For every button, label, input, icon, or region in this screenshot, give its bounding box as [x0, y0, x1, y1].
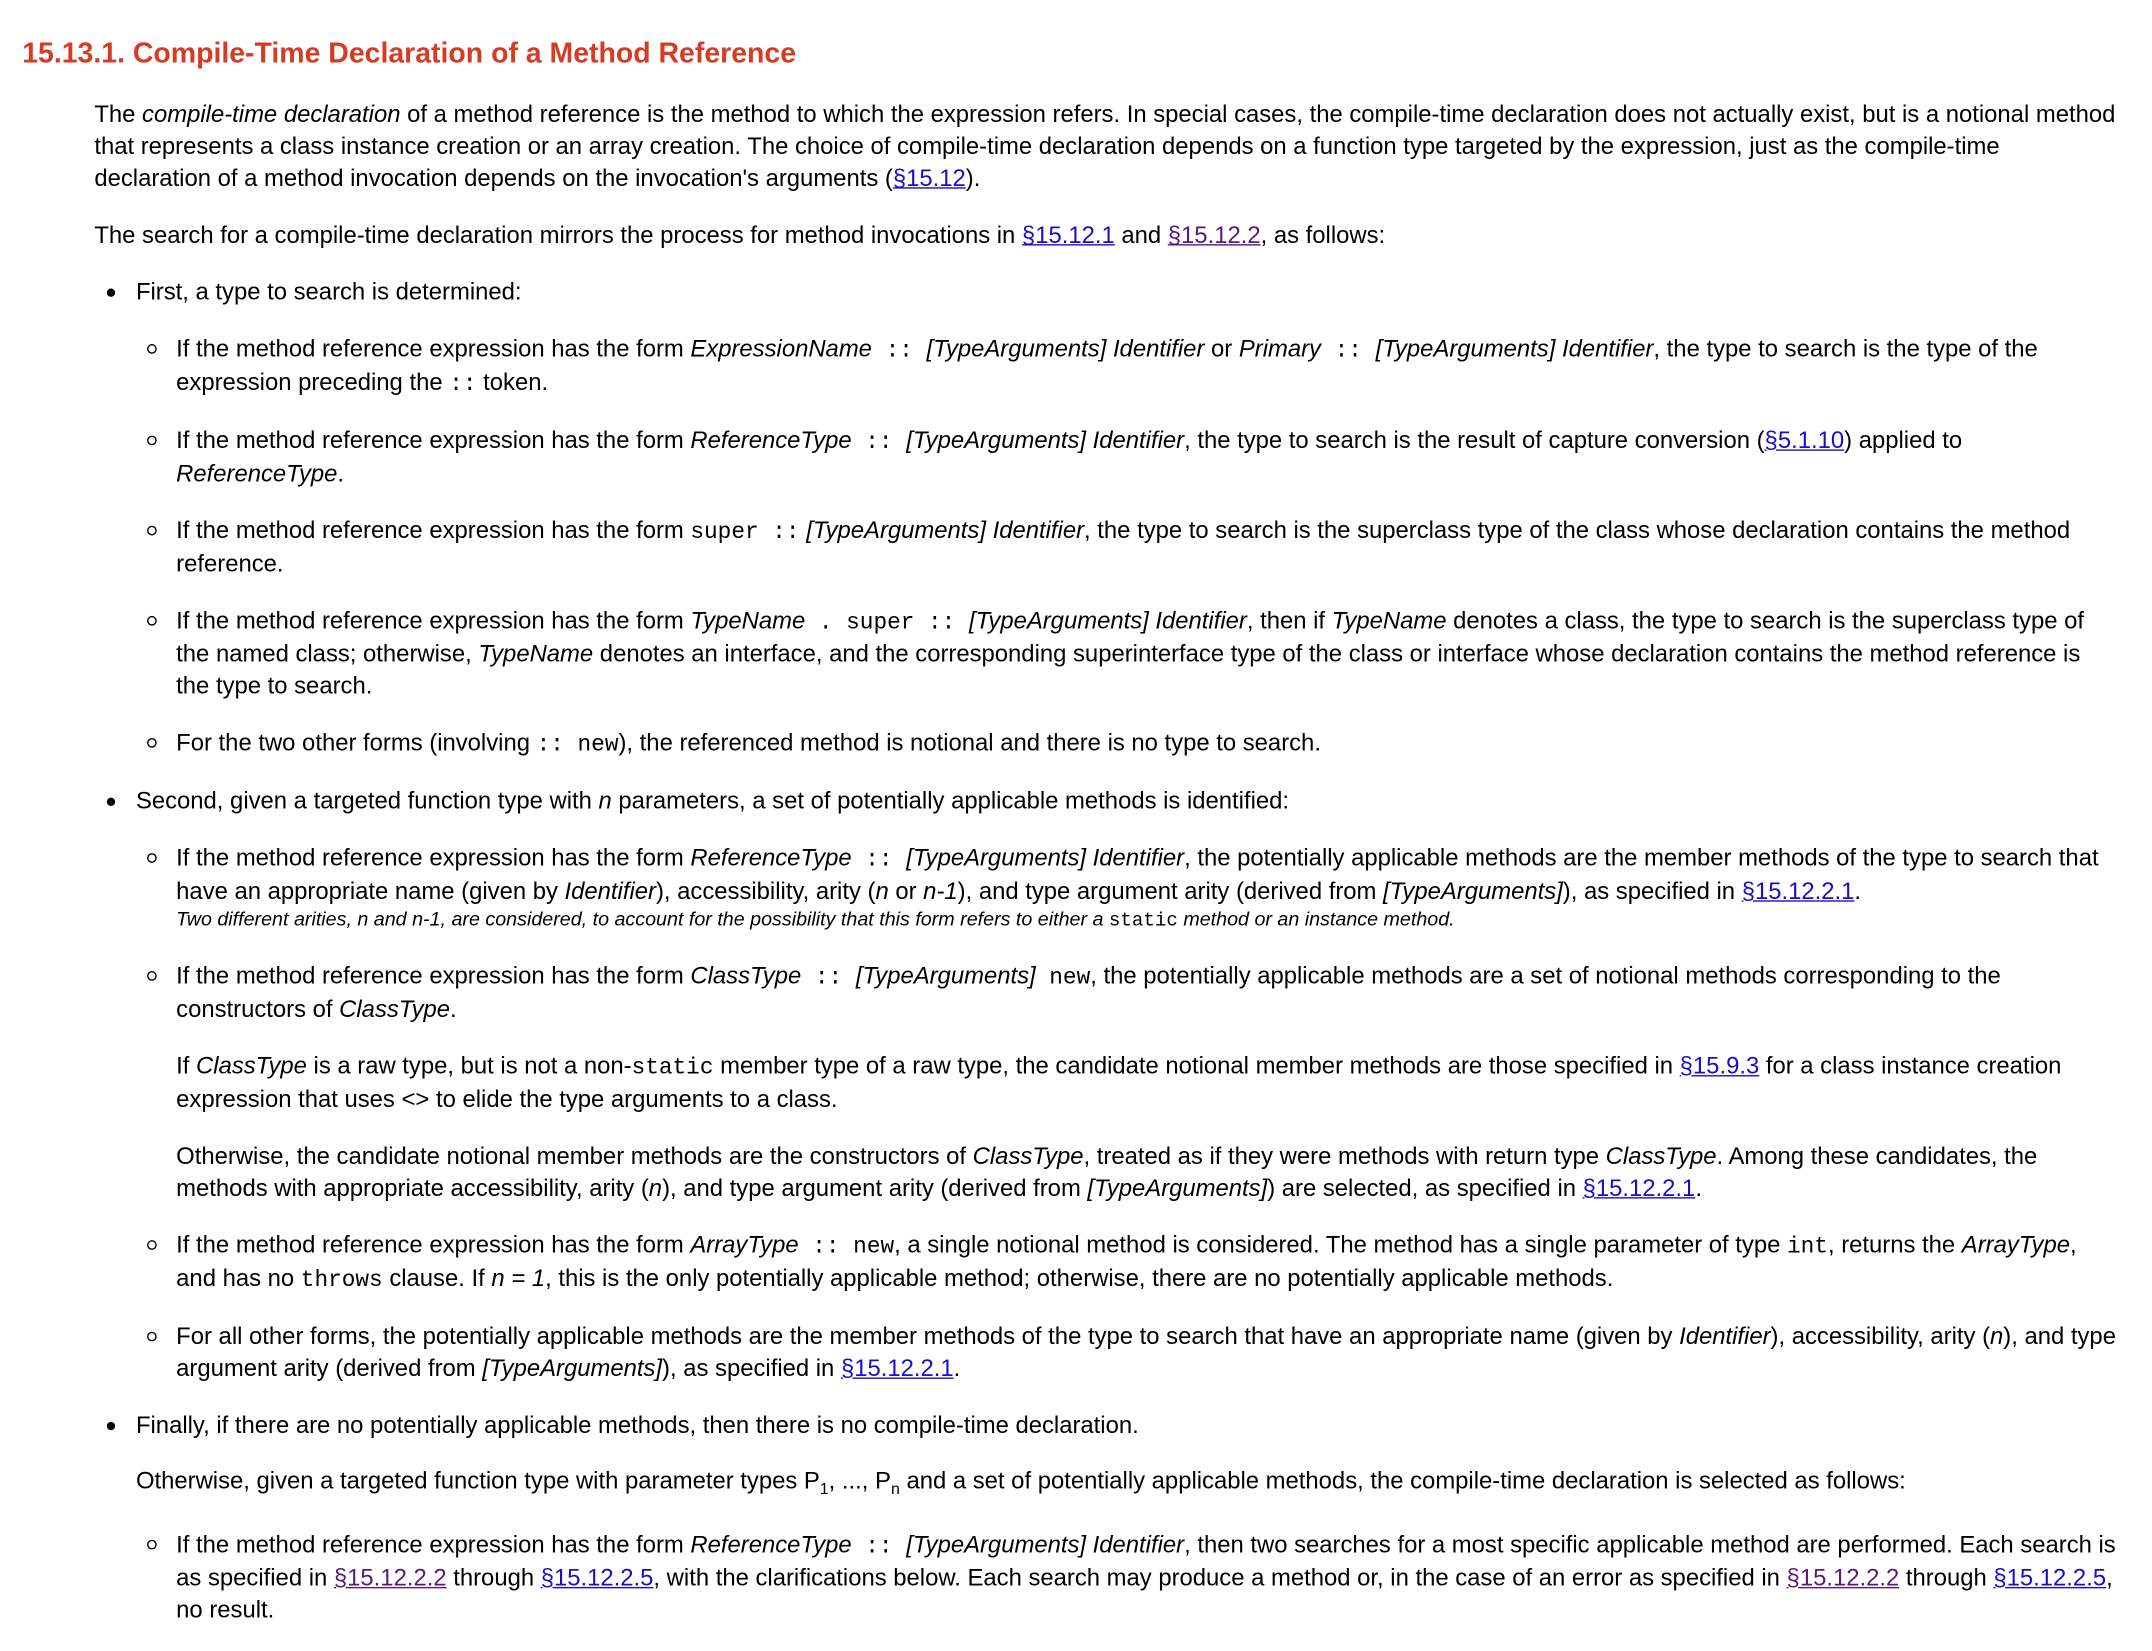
- step-finally: Finally, if there are no potentially applicable methods, then there is no compile-time declaration. Otherwise, given a targeted function type with parameter types $P_1$, ..., $P_n$ and a set of potentially applicable methods, the compile-time declaration is selected as follows: If the method reference expression has the form ReferenceType :: [TypeArguments] Identifier, then two searches for a most specific applicable method are performed. Each search is as specified in §15.12.2.2 through §15.12.2.5, with the clarifications below. Each search may produce a method or, in the case of an error as specified in §15.12.2.2 through §15.12.2.5, no result.: [94, 1409, 2119, 1626]
- link-15-12-2-5-b[interactable]: §15.12.2.5: [1993, 1563, 2107, 1591]
- otherwise-paragraph: Otherwise, given a targeted function type with parameter types $P_1$, ..., $P_n$ and a set of potentially applicable methods, the compile-time declaration is selected as follows:: [135, 1466, 1906, 1499]
- link-15-12[interactable]: §15.12: [892, 164, 966, 192]
- section-content: [94, 98, 2119, 1650]
- first-item-super: If the method reference expression has the form super :: [TypeArguments] Identifier, the type to search is the superclass type of the class whose declaration contains the method reference.: [136, 514, 2120, 580]
- second-item-class-type-new: If the method reference expression has the form ClassType :: [TypeArguments] new, the potentially applicable methods are a set of notional methods corresponding to the constructors of ClassType. If ClassType is a raw type, but is not a non-static member type of a raw type, the candidate notional member methods are those specified in §15.9.3 for a class instance creation expression that uses <> to elide the type arguments to a class. Otherwise, the candidate notional member methods are the constructors of ClassType, treated as if they were methods with return type ClassType. Among these candidates, the methods with appropriate accessibility, arity (n), and type argument arity (derived from [TypeArguments]) are selected, as specified in §15.12.2.1.: [136, 959, 2120, 1204]
- link-15-12-2-1-b[interactable]: §15.12.2.1: [1582, 1173, 1696, 1202]
- raw-type-paragraph: If ClassType is a raw type, but is not a non-static member type of a raw type, the candidate notional member methods are those specified in §15.9.3 for a class instance creation expression that uses <> to elide the type arguments to a class.: [176, 1050, 2062, 1113]
- link-15-12-2-1-c[interactable]: §15.12.2.1: [840, 1353, 954, 1382]
- constructors-paragraph: Otherwise, the candidate notional member methods are the constructors of ClassType, treated as if they were methods with return type ClassType. Among these candidates, the methods with appropriate accessibility, arity (n), and type argument arity (derived from [TypeArguments]) are selected, as specified in §15.12.2.1.: [176, 1141, 2038, 1202]
- link-15-12-2-2-b[interactable]: §15.12.2.2: [1786, 1563, 1900, 1591]
- link-15-12-2-2[interactable]: §15.12.2.2: [333, 1563, 447, 1591]
- finally-sublist: [136, 1528, 2120, 1626]
- link-15-12-2[interactable]: §15.12.2: [1167, 220, 1261, 249]
- link-5-1-10[interactable]: §5.1.10: [1764, 425, 1845, 454]
- first-item-other-forms: For the two other forms (involving :: new), the referenced method is notional and there is no type to search.: [136, 727, 2120, 761]
- first-sublist: [136, 333, 2120, 761]
- step-second: Second, given a targeted function type with n parameters, a set of potentially applicable methods is identified: If the method reference expression has the form ReferenceType :: [TypeArguments] Identifier, the potentially applicable methods are the member methods of the type to search that have an appropriate name (given by Identifier), accessibility, arity (n or n-1), and type argument arity (derived from [TypeArguments]), as specified in §15.12.2.1. Two different arities, n and n-1, are considered, to account for the possibility that this form refers to either a static method or an instance method. If the method reference expression has the form ClassType :: [TypeArguments] new, the potentially applicable methods are a set of notional methods corresponding to the constructors of ClassType. If ClassType is a raw type, but is not a non-static member type of a raw type, the candidate notional member methods are those specified in §15.9.3 for a class instance creation expression that uses <> to elide the type arguments to a class. Otherwise, the candidate notional member methods are the constructors of ClassType, treated as if they were methods with return type ClassType. Among these candidates, the methods with appropriate accessibility, arity (n), and type argument arity (derived from [TypeArguments]) are selected, as specified in §15.12.2.1. If the method reference expression has the form ArrayType :: new, a single notional method is considered. The method has a single parameter of type int, returns the ArrayType, and has no throws clause. If n = 1, this is the only potentially applicable method; otherwise, there are no potentially applicable methods. For all other forms, the potentially applicable methods are the member methods of the type to search that have an appropriate name (given by Identifier), accessibility, arity (n), and type argument arity (derived from [TypeArguments]), as specified in §15.12.2.1.: [94, 785, 2119, 1385]
- first-item-typename-super: If the method reference expression has the form TypeName . super :: [TypeArguments] Identifier, then if TypeName denotes a class, the type to search is the superclass type of the named class; otherwise, TypeName denotes an interface, and the corresponding superinterface type of the class or interface whose declaration contains the method reference is the type to search.: [136, 605, 2120, 703]
- first-item-reference-type: If the method reference expression has the form ReferenceType :: [TypeArguments] Identifier, the type to search is the result of capture conversion (§5.1.10) applied to ReferenceType.: [136, 424, 2120, 490]
- section-title: 15.13.1. Compile-Time Declaration of a Method Reference: [22, 37, 797, 70]
- link-15-9-3[interactable]: §15.9.3: [1679, 1050, 1760, 1079]
- link-15-12-1[interactable]: §15.12.1: [1021, 220, 1115, 249]
- steps-list: [94, 276, 2119, 1626]
- second-sublist: [136, 841, 2120, 1384]
- second-item-other-forms: For all other forms, the potentially applicable methods are the member methods of the type to search that have an appropriate name (given by Identifier), accessibility, arity (n), and type argument arity (derived from [TypeArguments]), as specified in §15.12.2.1.: [136, 1320, 2120, 1384]
- search-paragraph: The search for a compile-time declaration mirrors the process for method invocations in §15.12.1 and §15.12.2, as follows:: [94, 220, 1386, 249]
- second-item-reference-type: If the method reference expression has the form ReferenceType :: [TypeArguments] Identifier, the potentially applicable methods are the member methods of the type to search that have an appropriate name (given by Identifier), accessibility, arity (n or n-1), and type argument arity (derived from [TypeArguments]), as specified in §15.12.2.1. Two different arities, n and n-1, are considered, to account for the possibility that this form refers to either a static method or an instance method.: [136, 841, 2120, 935]
- second-item-array-type-new: If the method reference expression has the form ArrayType :: new, a single notional method is considered. The method has a single parameter of type int, returns the ArrayType, and has no throws clause. If n = 1, this is the only potentially applicable method; otherwise, there are no potentially applicable methods.: [136, 1228, 2120, 1295]
- link-15-12-2-5[interactable]: §15.12.2.5: [540, 1563, 654, 1591]
- link-15-12-2-1[interactable]: §15.12.2.1: [1741, 876, 1855, 905]
- first-item-expression-name: If the method reference expression has the form ExpressionName :: [TypeArguments] Identifier or Primary :: [TypeArguments] Identifier, the type to search is the type of the expression preceding the :: token.: [136, 333, 2120, 400]
- finally-item-reference-type: If the method reference expression has the form ReferenceType :: [TypeArguments] Identifier, then two searches for a most specific applicable method are performed. Each search is as specified in §15.12.2.2 through §15.12.2.5, with the clarifications below. Each search may produce a method or, in the case of an error as specified in §15.12.2.2 through §15.12.2.5, no result.: [136, 1528, 2120, 1626]
- arity-note: Two different arities, n and n-1, are considered, to account for the possibility that this form refers to either a static method or an instance method.: [176, 908, 1455, 933]
- intro-paragraph: The compile-time declaration of a method reference is the method to which the expression refers. In special cases, the compile-time declaration does not actually exist, but is a notional method that represents a class instance creation or an array creation. The choice of compile-time declaration depends on a function type targeted by the expression, just as the compile-time declaration of a method invocation depends on the invocation's arguments (§15.12).: [94, 99, 2116, 192]
- step-first: First, a type to search is determined: If the method reference expression has the form ExpressionName :: [TypeArguments] Identifier or Primary :: [TypeArguments] Identifier, the type to search is the type of the expression preceding the :: token. If the method reference expression has the form ReferenceType :: [TypeArguments] Identifier, the type to search is the result of capture conversion (§5.1.10) applied to ReferenceType. If the method reference expression has the form super :: [TypeArguments] Identifier, the type to search is the superclass type of the class whose declaration contains the method reference. If the method reference expression has the form TypeName . super :: [TypeArguments] Identifier, then if TypeName denotes a class, the type to search is the superclass type of the named class; otherwise, TypeName denotes an interface, and the corresponding superinterface type of the class or interface whose declaration contains the method reference is the type to search. For the two other forms (involving :: new), the referenced method is notional and there is no type to search.: [94, 276, 2119, 760]
